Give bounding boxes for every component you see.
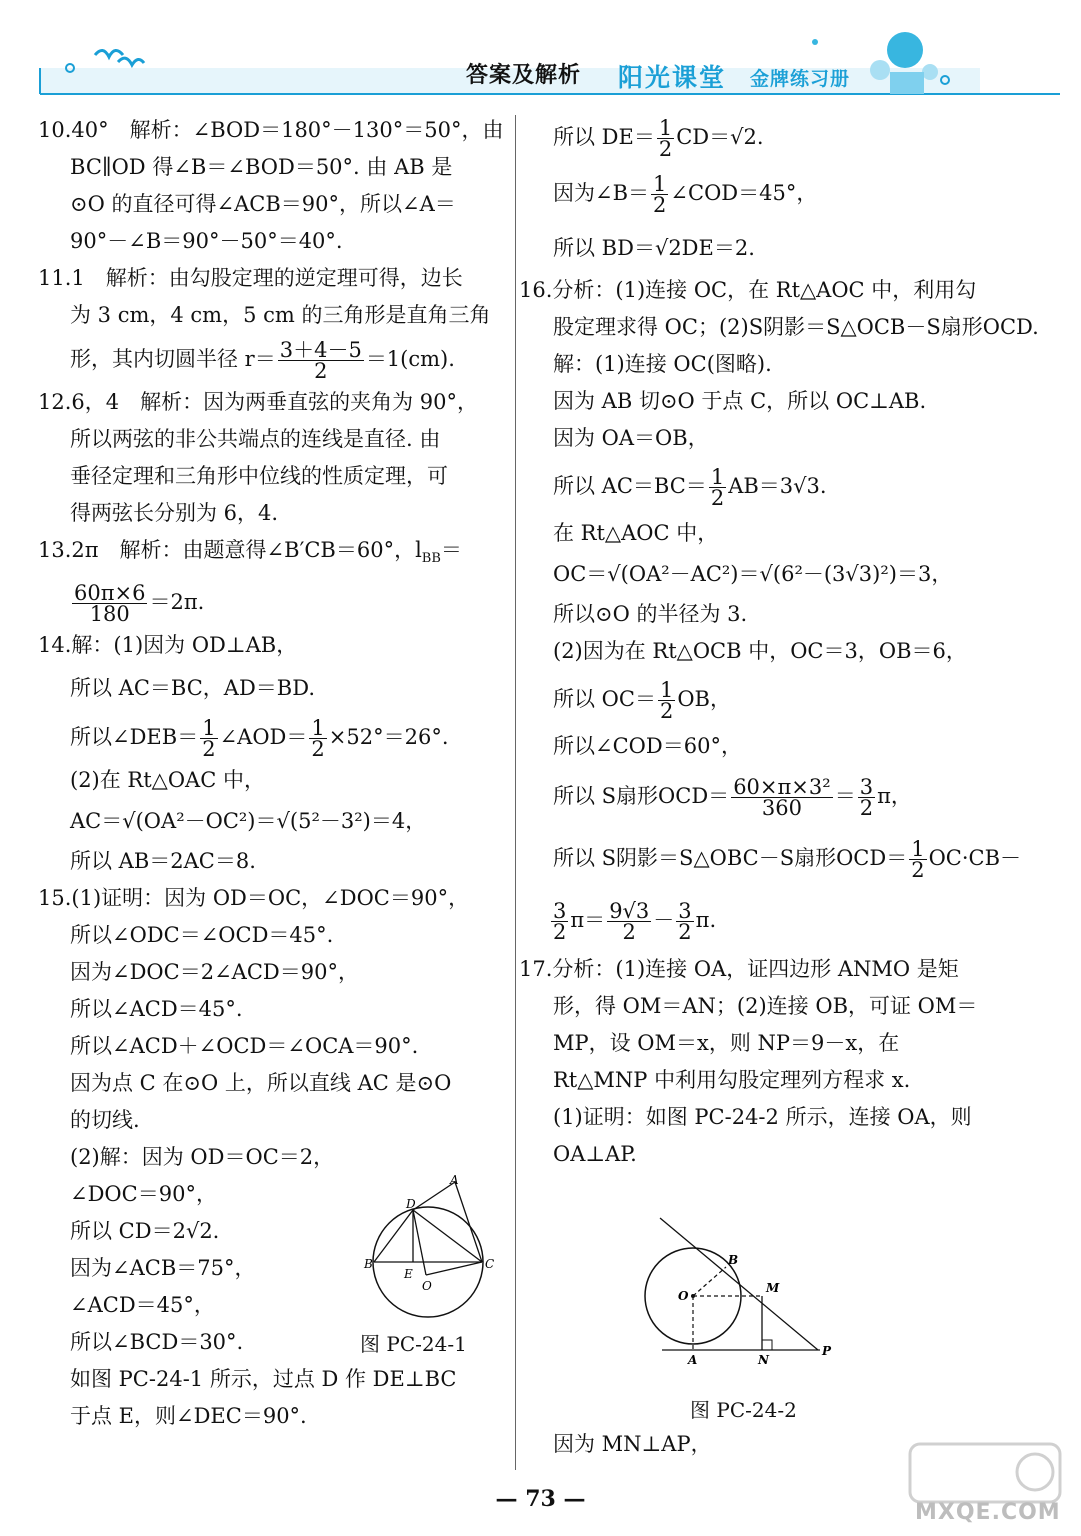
- answer-16-line-10: (2)因为在 Rt△OCB 中，OC＝3，OB＝6，: [553, 639, 967, 663]
- fraction: $\frac{3}{2}$: [859, 775, 874, 820]
- answer-16-line-12: 所以∠COD＝60°，: [553, 734, 742, 758]
- answer-15-line-8: (2)解：因为 OD＝OC＝2，: [70, 1145, 335, 1170]
- label-n: N: [758, 1353, 769, 1367]
- answer-16-line-5: 因为 OA＝OB，: [553, 426, 709, 450]
- answer-12-line-3: 垂径定理和三角形中位线的性质定理，可: [70, 464, 448, 488]
- answer-12-line-1: 12.6，4 解析：因为两垂直弦的夹角为 90°，: [38, 390, 479, 414]
- header-brand: 阳光课堂: [618, 63, 727, 92]
- answer-15-line-10: 所以 CD＝2√2.: [70, 1219, 220, 1244]
- answer-14-line-2: 所以 AC＝BC，AD＝BD.: [70, 676, 315, 701]
- label-e: E: [404, 1267, 413, 1281]
- answer-16-line-3: 解：(1)连接 OC(图略).: [553, 352, 772, 376]
- page-header: [0, 0, 1081, 110]
- label-a: A: [688, 1353, 698, 1367]
- fraction: $\frac{60\pi\times 6}{180}$: [74, 581, 146, 627]
- column-divider: [515, 115, 516, 1470]
- answer-15-line-3: 因为∠DOC＝2∠ACD＝90°，: [70, 960, 359, 985]
- label-m: M: [766, 1281, 780, 1295]
- answer-16-line-2: 股定理求得 OC；(2)S阴影＝S△OCB－S扇形OCD.: [553, 315, 1039, 339]
- bubble-icon: [887, 32, 923, 68]
- answer-14-line-3: 所以∠DEB＝ $\frac{1}{2}$ ∠AOD＝ $\frac{1}{2}$ ×52°＝26°.: [70, 716, 449, 762]
- figure-pc-24-2-caption: 图 PC-24-2: [690, 1398, 797, 1422]
- answer-13-line-2: $\frac{60\pi\times 6}{180}$ ＝2π.: [74, 581, 205, 627]
- label-b: B: [364, 1257, 373, 1271]
- fraction: $\frac{3+4-5}{2}$: [279, 338, 362, 383]
- fraction: $\frac{1}{2}$: [202, 716, 216, 762]
- figure-pc-24-1-caption: 图 PC-24-1: [360, 1332, 467, 1356]
- answer-15-line-11: 因为∠ACB＝75°，: [70, 1256, 256, 1281]
- answer-11-line-1: 11.1 解析：由勾股定理的逆定理可得，边长: [38, 266, 463, 290]
- answer-15-line-7: 的切线.: [70, 1108, 140, 1133]
- right-column: [519, 112, 1053, 1173]
- fraction: $\frac{1}{2}$: [658, 116, 673, 161]
- answer-15-line-15: 于点 E，则∠DEC＝90°.: [70, 1404, 307, 1429]
- label-p: P: [822, 1344, 832, 1358]
- header-title: 答案及解析: [466, 63, 582, 88]
- fraction: $\frac{1}{2}$: [659, 678, 674, 723]
- answer-16-line-4: 因为 AB 切⊙O 于点 C，所以 OC⊥AB.: [553, 389, 927, 413]
- label-o: O: [678, 1289, 689, 1303]
- label-c: C: [485, 1257, 495, 1271]
- answer-16-line-9: 所以⊙O 的半径为 3.: [553, 602, 748, 626]
- figure-pc-24-1: [360, 1172, 500, 1332]
- answer-10-line-1: 10.40° 解析：∠BOD＝180°－130°＝50°，由: [38, 118, 504, 142]
- answer-10-line-2: BC∥OD 得∠B＝∠BOD＝50°. 由 AB 是: [70, 155, 453, 179]
- bird-icon: [118, 58, 144, 65]
- answer-15-line-2: 所以∠ODC＝∠OCD＝45°.: [70, 923, 334, 948]
- answer-15-line-14: 如图 PC-24-1 所示，过点 D 作 DE⊥BC: [70, 1367, 457, 1392]
- answer-16-line-14: 所以 S阴影＝S△OBC－S扇形OCD＝ $\frac{1}{2}$ OC·CB－: [553, 837, 1022, 882]
- fraction: $\frac{\text{60×π×3²}}{360}$: [733, 775, 831, 820]
- answer-16-line-15: $\frac{3}{2}$ π＝ $\frac{9√3}{2}$ － $\frac{3}{2}$ π.: [553, 899, 717, 944]
- label-d: D: [406, 1197, 416, 1211]
- answer-17-line-5: (1)证明：如图 PC-24-2 所示，连接 OA，则: [553, 1105, 972, 1129]
- answer-14-line-6: 所以 AB＝2AC＝8.: [70, 849, 256, 874]
- answer-16-line-7: 在 Rt△AOC 中，: [553, 521, 719, 545]
- answer-15-cont-line-3: 所以 BD＝√2DE＝2.: [553, 236, 755, 260]
- answer-14-line-4: (2)在 Rt△OAC 中，: [70, 768, 265, 793]
- answer-16-line-11: 所以 OC＝ $\frac{1}{2}$ OB，: [553, 678, 731, 723]
- answer-10-line-4: 90°－∠B＝90°－50°＝40°.: [70, 229, 343, 253]
- fraction: $\frac{1}{2}$: [311, 716, 325, 762]
- answer-16-line-6: 所以 AC＝BC＝ $\frac{1}{2}$ AB＝3√3.: [553, 465, 827, 510]
- figure-pc-24-2: [640, 1212, 840, 1372]
- header-decoration: [0, 0, 1081, 110]
- fraction: $\frac{9√3}{2}$: [609, 899, 650, 944]
- answer-14-line-5: AC＝√(OA²－OC²)＝√(5²－3²)＝4，: [70, 809, 427, 834]
- label-b: B: [728, 1253, 739, 1267]
- answer-17-line-6: OA⊥AP.: [553, 1142, 637, 1166]
- fraction: $\frac{1}{2}$: [710, 465, 725, 510]
- answer-14-line-1: 14.解：(1)因为 OD⊥AB，: [38, 633, 298, 658]
- answer-15-line-4: 所以∠ACD＝45°.: [70, 997, 243, 1022]
- answer-17-line-3: MP，设 OM＝x，则 NP＝9－x，在: [553, 1031, 900, 1055]
- answer-11-line-3: 形，其内切圆半径 r＝ $\frac{3+4-5}{2}$ ＝1(cm).: [70, 338, 455, 383]
- answer-17-line-4: Rt△MNP 中利用勾股定理列方程求 x.: [553, 1068, 911, 1092]
- fraction: $\frac{3}{2}$: [553, 899, 567, 944]
- fraction: $\frac{1}{2}$: [653, 172, 667, 217]
- answer-15-line-6: 因为点 C 在⊙O 上，所以直线 AC 是⊙O: [70, 1071, 452, 1096]
- answer-17-line-1: 17.分析：(1)连接 OA，证四边形 ANMO 是矩: [519, 957, 959, 981]
- answer-15-line-12: ∠ACD＝45°，: [70, 1293, 215, 1318]
- answer-15-cont-line-2: 因为∠B＝ $\frac{1}{2}$ ∠COD＝45°，: [553, 172, 818, 217]
- answer-11-line-2: 为 3 cm，4 cm，5 cm 的三角形是直角三角: [70, 303, 491, 327]
- bird-icon: [95, 50, 123, 57]
- answer-13-line-1: 13.2π 解析：由题意得∠B′CB＝60°，$l_{BB}=$: [38, 538, 462, 567]
- answer-17-line-2: 形，得 OM＝AN；(2)连接 OB，可证 OM＝: [553, 994, 978, 1018]
- answer-15-line-1: 15.(1)证明：因为 OD＝OC，∠DOC＝90°，: [38, 886, 470, 911]
- answer-12-line-2: 所以两弦的非公共端点的连线是直径. 由: [70, 427, 441, 451]
- watermark-text: MXQE.COM: [915, 1500, 1061, 1525]
- answer-15-line-9: ∠DOC＝90°，: [70, 1182, 217, 1207]
- answer-10-line-3: ⊙O 的直径可得∠ACB＝90°，所以∠A＝: [70, 192, 456, 216]
- answer-12-line-4: 得两弦长分别为 6，4.: [70, 501, 279, 525]
- answer-15-line-5: 所以∠ACD＋∠OCD＝∠OCA＝90°.: [70, 1034, 419, 1059]
- page-number: — 73 —: [495, 1486, 586, 1512]
- answer-16-line-13: 所以 S扇形OCD＝ $\frac{\text{60×π×3²}}{360}$ ＝ $\frac{3}{2}$ π，: [553, 775, 912, 820]
- label-a: A: [450, 1173, 459, 1187]
- fraction: $\frac{3}{2}$: [678, 899, 692, 944]
- answer-17-line-7: 因为 MN⊥AP，: [553, 1432, 712, 1456]
- answer-15-line-13: 所以∠BCD＝30°.: [70, 1330, 244, 1355]
- answer-15-cont-line-1: 所以 DE＝ $\frac{1}{2}$ CD＝√2.: [553, 116, 764, 161]
- fraction: $\frac{1}{2}$: [911, 837, 925, 882]
- answer-16-line-8: OC＝√(OA²－AC²)＝√(6²－(3√3)²)＝3，: [553, 562, 953, 586]
- answer-16-line-1: 16.分析：(1)连接 OC，在 Rt△AOC 中，利用勾: [519, 278, 977, 302]
- header-book-title: 金牌练习册: [750, 68, 851, 90]
- label-o: O: [422, 1279, 432, 1293]
